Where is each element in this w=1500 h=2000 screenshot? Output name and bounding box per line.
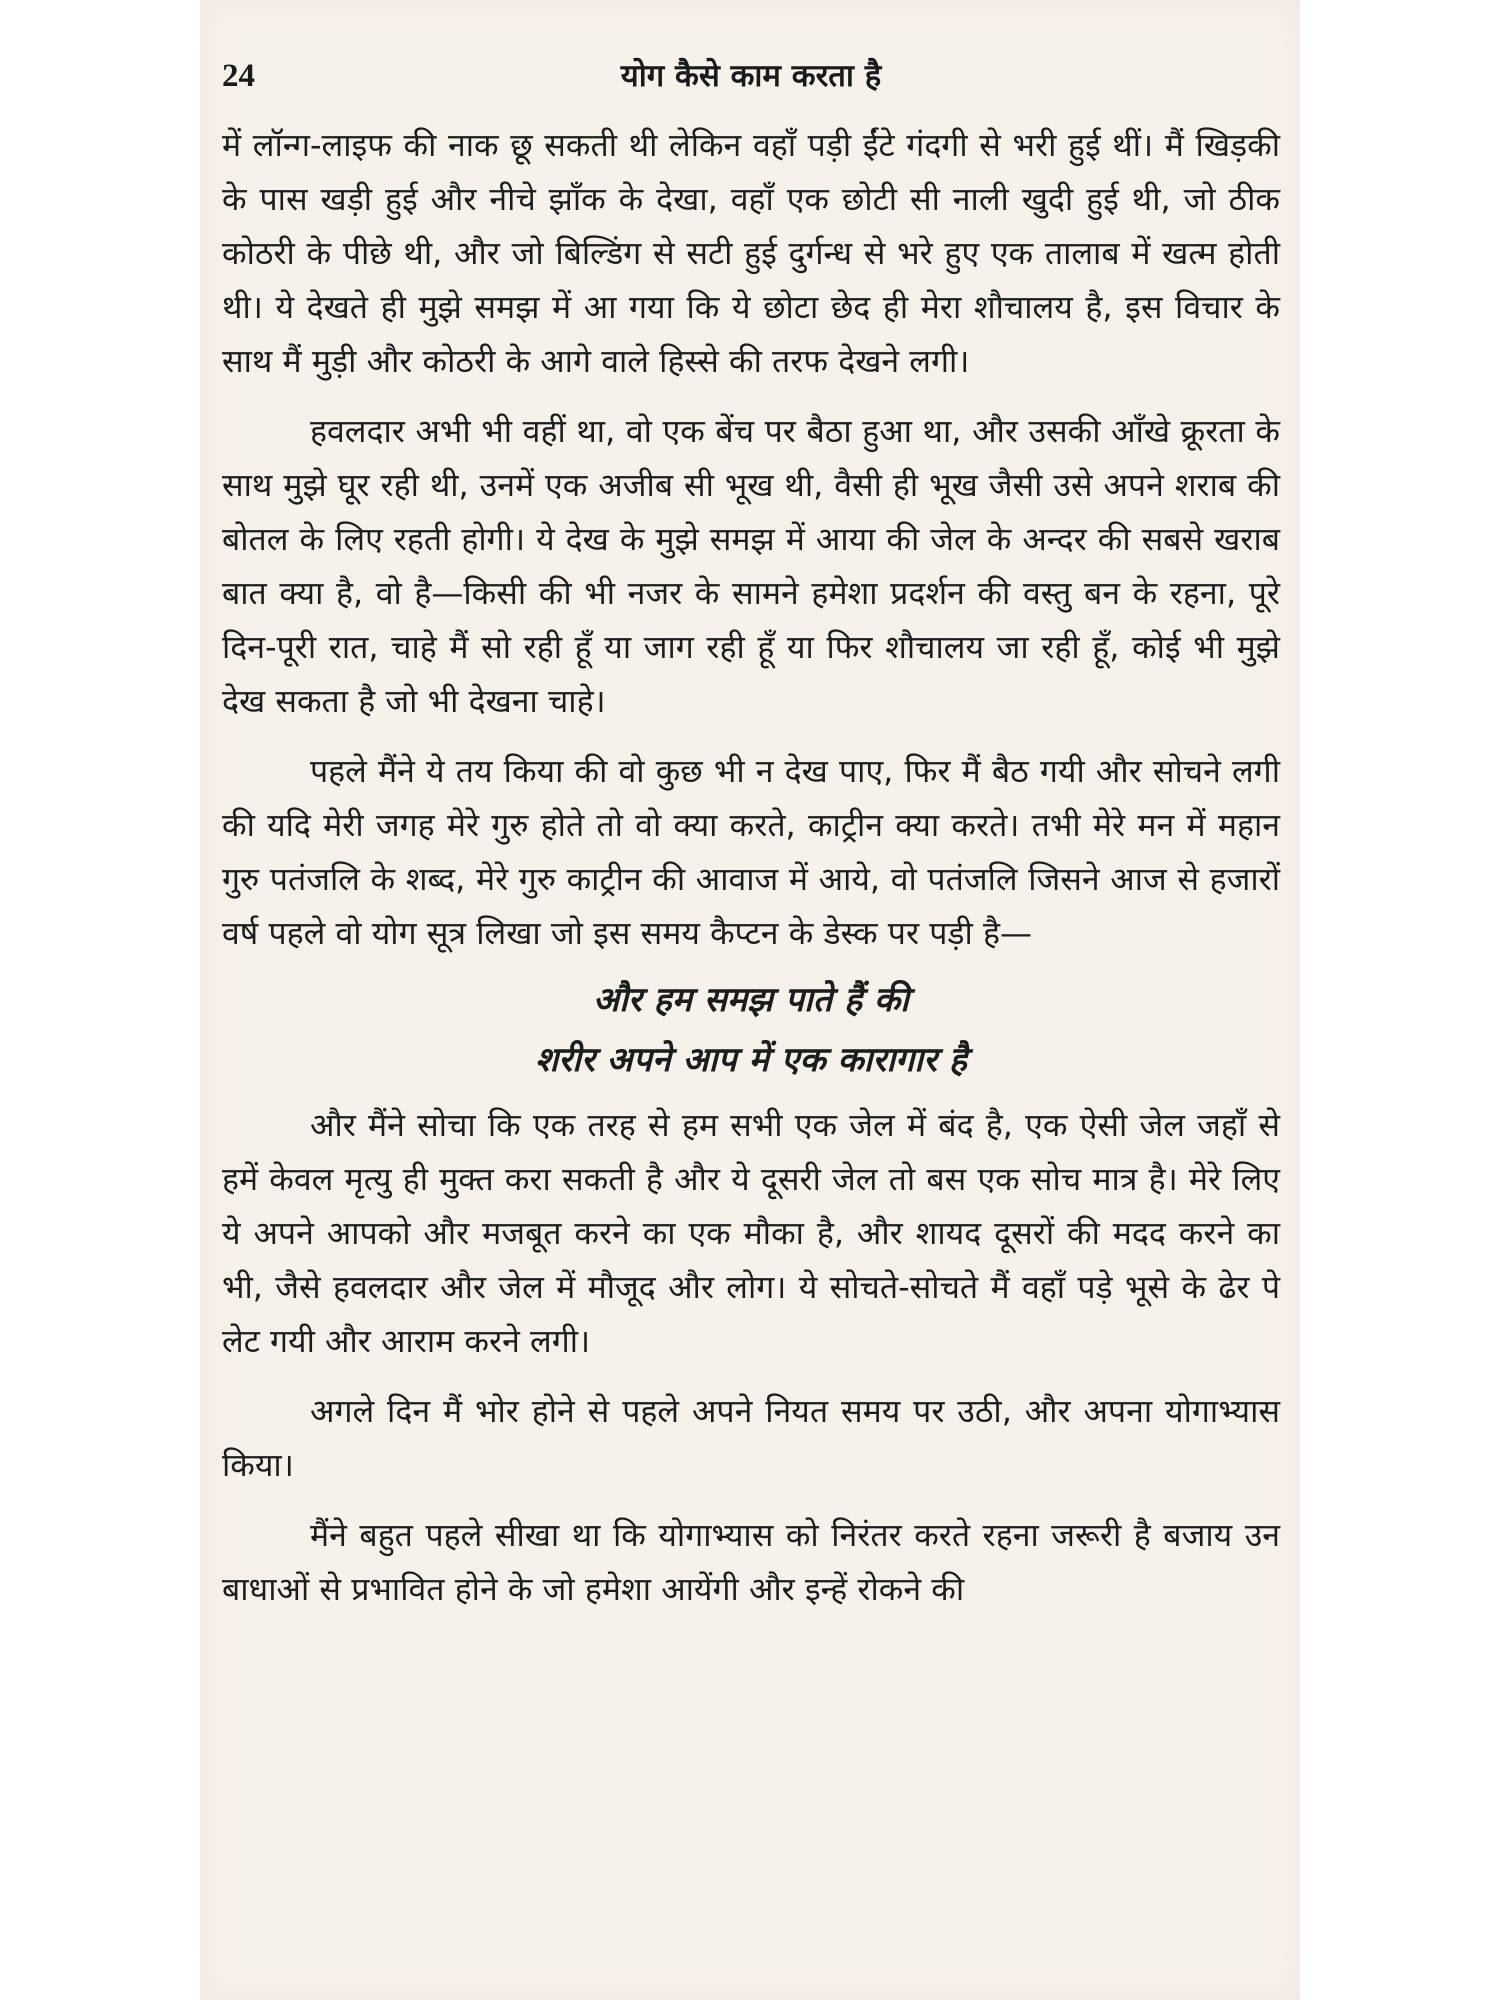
paragraph-6: मैंने बहुत पहले सीखा था कि योगाभ्यास को निरंतर करते रहना जरूरी है बजाय उन बाधाओं से प्रभावित होने के जो हमेशा आयेंगी और इन्हें रोकने की xyxy=(222,1516,1280,1608)
paragraph-1: में लॉन्ग-लाइफ की नाक छू सकती थी लेकिन वहाँ पड़ी ईंटे गंदगी से भरी हुई थीं। मैं खिड़की के पास खड़ी हुई और नीचे झाँक के देखा, वहाँ एक छोटी सी नाली खुदी हुई थी, जो ठीक कोठरी के पीछे थी, और जो बिल्डिंग से सटी हुई दुर्गन्ध से भरे हुए एक तालाब में खत्म होती थी। ये देखते ही मुझे समझ में आ गया कि ये छोटा छेद ही मेरा शौचालय है, इस विचार के साथ मैं मुड़ी और कोठरी के आगे वाले हिस्से की तरफ देखने लगी। xyxy=(222,126,1280,380)
page-header xyxy=(222,56,1280,106)
paragraph-5: अगले दिन मैं भोर होने से पहले अपने नियत समय पर उठी, और अपना योगाभ्यास किया। xyxy=(222,1392,1280,1484)
verse-quote xyxy=(222,970,1280,1090)
running-title: योग कैसे काम करता है xyxy=(620,58,882,94)
paragraph-4: और मैंने सोचा कि एक तरह से हम सभी एक जेल में बंद है, एक ऐसी जेल जहाँ से हमें केवल मृत्यु ही मुक्त करा सकती है और ये दूसरी जेल तो बस एक सोच मात्र है। मेरे लिए ये अपने आपको और मजबूत करने का एक मौका है, और शायद दूसरों की मदद करने का भी, जैसे हवलदार और जेल में मौजूद और लोग। ये सोचते-सोचते मैं वहाँ पड़े भूसे के ढेर पे लेट गयी और आराम करने लगी। xyxy=(222,1106,1280,1360)
page-number: 24 xyxy=(222,58,255,94)
verse-line-1: और हम समझ पाते हैं की xyxy=(593,980,909,1020)
page-body xyxy=(222,118,1280,1616)
paragraph-3: पहले मैंने ये तय किया की वो कुछ भी न देख पाए, फिर मैं बैठ गयी और सोचने लगी की यदि मेरी जगह मेरे गुरु होते तो वो क्या करते, काट्रीन क्या करते। तभी मेरे मन में महान गुरु पतंजलि के शब्द, मेरे गुरु काट्रीन की आवाज में आये, वो पतंजलि जिसने आज से हजारों वर्ष पहले वो योग सूत्र लिखा जो इस समय कैप्टन के डेस्क पर पड़ी है— xyxy=(222,752,1280,952)
verse-line-2: शरीर अपने आप में एक कारागार है xyxy=(535,1040,967,1080)
paragraph-2: हवलदार अभी भी वहीं था, वो एक बेंच पर बैठा हुआ था, और उसकी आँखे क्रूरता के साथ मुझे घूर रही थी, उनमें एक अजीब सी भूख थी, वैसी ही भूख जैसी उसे अपने शराब की बोतल के लिए रहती होगी। ये देख के मुझे समझ में आया की जेल के अन्दर की सबसे खराब बात क्या है, वो है—किसी की भी नजर के सामने हमेशा प्रदर्शन की वस्तु बन के रहना, पूरे दिन-पूरी रात, चाहे मैं सो रही हूँ या जाग रही हूँ या फिर शौचालय जा रही हूँ, कोई भी मुझे देख सकता है जो भी देखना चाहे। xyxy=(222,412,1280,720)
